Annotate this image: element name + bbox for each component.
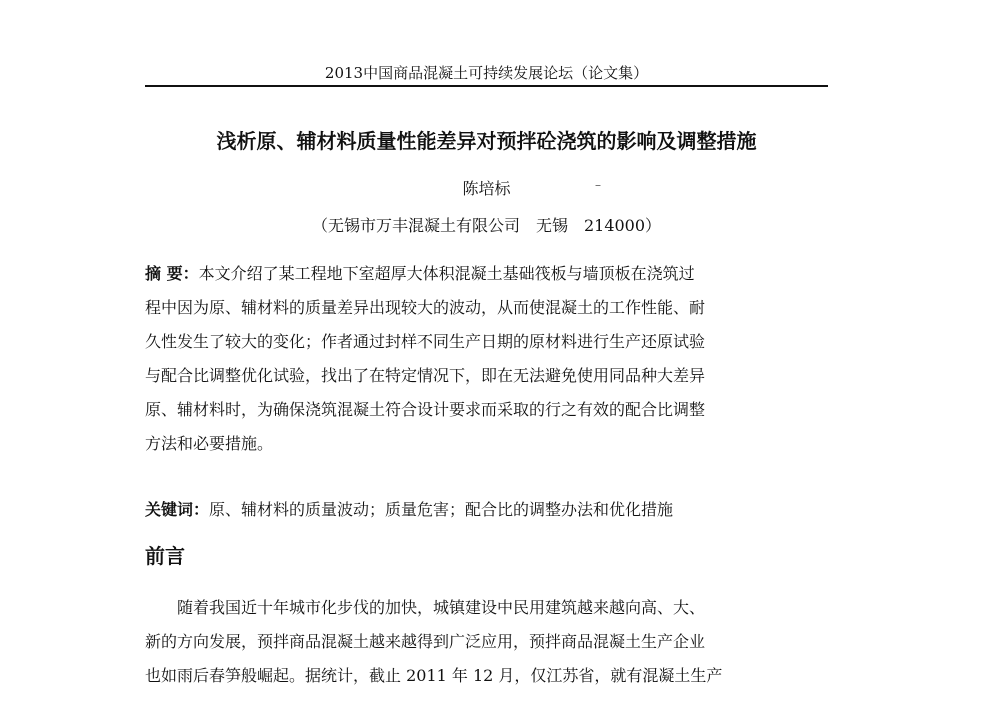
- intro-paragraph: [145, 591, 835, 693]
- abstract-line: 程中因为原、辅材料的质量差异出现较大的波动，从而使混凝土的工作性能、耐: [145, 298, 706, 317]
- paper-title: 浅析原、辅材料质量性能差异对预拌砼浇筑的影响及调整措施: [216, 129, 757, 153]
- abstract-line: 原、辅材料时，为确保浇筑混凝土符合设计要求而采取的行之有效的配合比调整: [145, 400, 706, 419]
- paragraph-line: 也如雨后春笋般崛起。据统计，截止 2011 年 12 月，仅江苏省，就有混凝土生产: [145, 666, 723, 685]
- section-heading: 前言: [145, 544, 185, 568]
- keywords-line: [145, 493, 835, 527]
- abstract-line: 方法和必要措施。: [145, 434, 274, 453]
- abstract-line: 久性发生了较大的变化；作者通过封样不同生产日期的原材料进行生产还原试验: [145, 332, 706, 351]
- abstract-line: [145, 257, 835, 291]
- abstract-line: 与配合比调整优化试验，找出了在特定情况下，即在无法避免使用同品种大差异: [145, 366, 706, 385]
- abstract-text: 本文介绍了某工程地下室超厚大体积混凝土基础筏板与墙顶板在浇筑过: [198, 264, 695, 283]
- header-rule: [145, 85, 828, 87]
- author-mark: –: [595, 178, 601, 192]
- paragraph-line: 新的方向发展，预拌商品混凝土越来越得到广泛应用，预拌商品混凝土生产企业: [145, 632, 706, 651]
- abstract-block: [145, 257, 835, 461]
- author-name: 陈培标: [462, 179, 511, 198]
- running-header: 2013中国商品混凝土可持续发展论坛（论文集）: [324, 64, 649, 82]
- keywords-label: 关键词：: [145, 500, 210, 519]
- abstract-label: 摘 要：: [145, 264, 199, 283]
- paragraph-line: 随着我国近十年城市化步伐的加快，城镇建设中民用建筑越来越向高、大、: [177, 598, 706, 617]
- keywords-text: 原、辅材料的质量波动；质量危害；配合比的调整办法和优化措施: [209, 500, 674, 519]
- author-affiliation: （无锡市万丰混凝土有限公司 无锡 214000）: [311, 216, 662, 235]
